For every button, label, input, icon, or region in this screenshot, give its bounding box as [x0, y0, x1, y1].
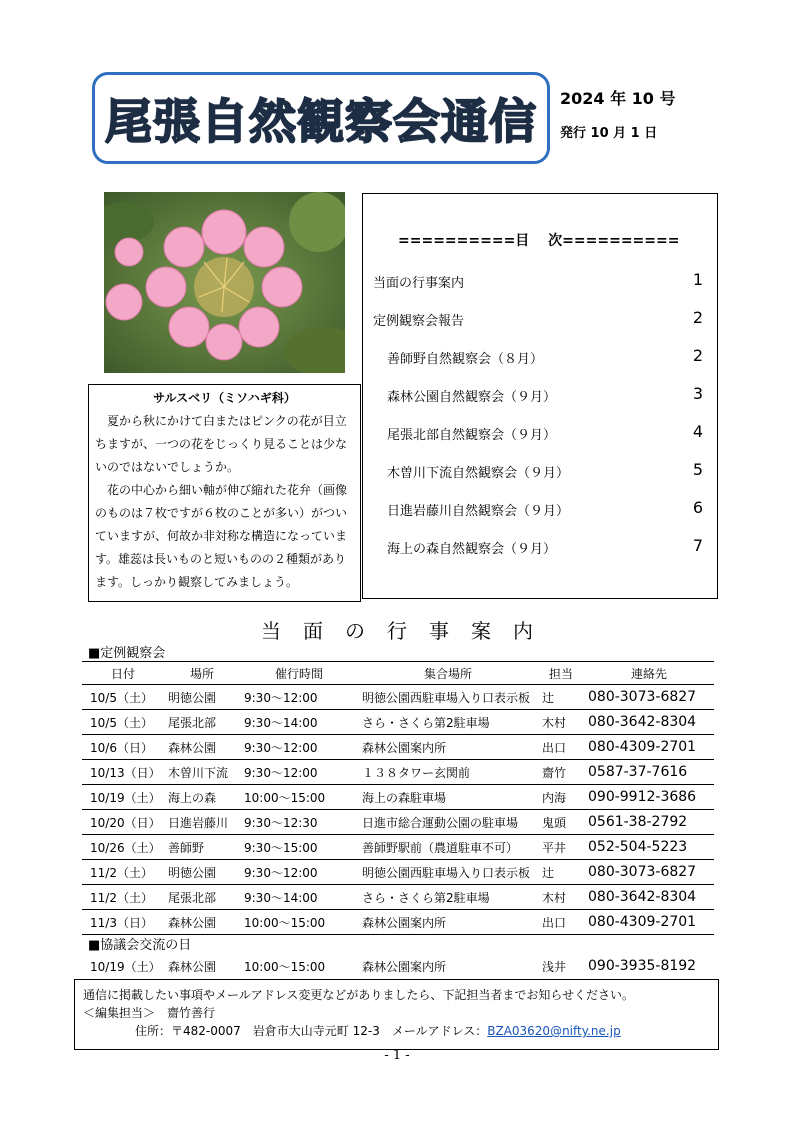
toc-item[interactable] — [387, 424, 703, 446]
time-cell: 9:30～12:00 — [240, 685, 358, 710]
photo-caption — [88, 384, 361, 602]
column-header: 担当 — [538, 662, 584, 685]
address-line — [83, 1022, 710, 1040]
toc-item-page: 7 — [692, 536, 703, 555]
meeting-point-cell: 森林公園案内所 — [358, 735, 538, 760]
toc-item[interactable] — [387, 348, 703, 370]
meeting-point-cell: 森林公園案内所 — [358, 910, 538, 935]
phone-cell: 0587-37-7616 — [584, 760, 714, 785]
date-cell: 11/2（土） — [82, 885, 164, 910]
table-row — [82, 760, 714, 785]
toc-item-label: 定例観察会報告 — [373, 314, 465, 329]
phone-cell: 052-504-5223 — [584, 835, 714, 860]
date-cell: 10/19（土） — [82, 954, 164, 979]
toc-item-page: 4 — [692, 422, 703, 441]
date-cell: 10/20（日） — [82, 810, 164, 835]
location-cell: 尾張北部 — [164, 710, 240, 735]
phone-cell: 080-3642-8304 — [584, 710, 714, 735]
date-cell: 10/6（日） — [82, 735, 164, 760]
leader-cell: 平井 — [538, 835, 584, 860]
crape-myrtle-photo — [104, 192, 345, 373]
column-header: 日付 — [82, 662, 164, 685]
caption-title: サルスベリ（ミソハギ科） — [153, 391, 296, 405]
leader-cell: 辻 — [538, 685, 584, 710]
time-cell: 9:30～12:30 — [240, 810, 358, 835]
toc-item[interactable] — [373, 272, 703, 294]
date-cell: 10/19（土） — [82, 785, 164, 810]
meeting-point-cell: １３８タワー玄関前 — [358, 760, 538, 785]
regular-events-table — [82, 661, 714, 935]
toc-item-page: 3 — [692, 384, 703, 403]
location-cell: 明徳公園 — [164, 860, 240, 885]
time-cell: 9:30～15:00 — [240, 835, 358, 860]
table-row — [82, 954, 714, 979]
toc-item-page: 6 — [692, 498, 703, 517]
date-cell: 11/2（土） — [82, 860, 164, 885]
address-text: 住所：〒482-0007 岩倉市大山寺元町 12-3 メールアドレス： — [135, 1024, 488, 1038]
notice-line: 通信に掲載したい事項やメールアドレス変更などがありましたら、下記担当者までお知らせください。 — [83, 988, 635, 1002]
leader-cell: 辻 — [538, 860, 584, 885]
leader-cell: 木村 — [538, 710, 584, 735]
caption-paragraph: 夏から秋にかけて白またはピンクの花が目立ちますが、一つの花をじっくり見ることは少ないのではないでしょうか。 — [95, 414, 348, 474]
meeting-point-cell: 日進市総合運動公園の駐車場 — [358, 810, 538, 835]
table-row — [82, 710, 714, 735]
location-cell: 善師野 — [164, 835, 240, 860]
leader-cell: 浅井 — [538, 954, 584, 979]
meeting-point-cell: 善師野駅前（農道駐車不可） — [358, 835, 538, 860]
column-header: 場所 — [164, 662, 240, 685]
toc-item-page: 2 — [692, 346, 703, 365]
leader-cell: 出口 — [538, 735, 584, 760]
regular-events-label: ■定例観察会 — [88, 646, 166, 661]
location-cell: 森林公園 — [164, 910, 240, 935]
time-cell: 9:30～12:00 — [240, 735, 358, 760]
phone-cell: 090-3935-8192 — [584, 954, 714, 979]
toc-item-label: 海上の森自然観察会（９月） — [387, 542, 557, 557]
time-cell: 10:00～15:00 — [240, 910, 358, 935]
date-cell: 11/3（日） — [82, 910, 164, 935]
table-row — [82, 885, 714, 910]
location-cell: 明徳公園 — [164, 685, 240, 710]
meeting-point-cell: 明徳公園西駐車場入り口表示板 — [358, 685, 538, 710]
table-row — [82, 685, 714, 710]
location-cell: 尾張北部 — [164, 885, 240, 910]
location-cell: 森林公園 — [164, 735, 240, 760]
meeting-point-cell: さら・さくら第2駐車場 — [358, 710, 538, 735]
toc-item[interactable] — [387, 500, 703, 522]
date-cell: 10/13（日） — [82, 760, 164, 785]
toc-item-label: 当面の行事案内 — [373, 276, 465, 291]
time-cell: 9:30～12:00 — [240, 860, 358, 885]
toc-item[interactable] — [387, 386, 703, 408]
editor-line: ＜編集担当＞ 齋竹善行 — [83, 1006, 216, 1020]
contact-notice — [74, 979, 719, 1050]
issue-number: 2024 年 10 号 — [560, 89, 676, 108]
caption-paragraph: 花の中心から細い軸が伸び縮れた花弁（画像のものは７枚ですが６枚のことが多い）がついていますが、何故か非対称な構造になっています。雄蕊は長いものと短いものの２種類があります。しっかり観察してみましょう。 — [95, 483, 348, 589]
time-cell: 10:00～15:00 — [240, 954, 358, 979]
toc-heading: ==========目 次========== — [398, 233, 680, 249]
toc-item-label: 善師野自然観察会（８月） — [387, 352, 544, 367]
location-cell: 木曽川下流 — [164, 760, 240, 785]
column-header: 催行時間 — [240, 662, 358, 685]
toc-item-page: 1 — [692, 270, 703, 289]
toc-item[interactable] — [387, 538, 703, 560]
meeting-point-cell: 森林公園案内所 — [358, 954, 538, 979]
toc-item-label: 日進岩藤川自然観察会（９月） — [387, 504, 570, 519]
table-row — [82, 835, 714, 860]
toc-item[interactable] — [387, 462, 703, 484]
location-cell: 海上の森 — [164, 785, 240, 810]
toc-item-label: 木曽川下流自然観察会（９月） — [387, 466, 570, 481]
table-of-contents — [362, 193, 718, 599]
phone-cell: 080-3073-6827 — [584, 685, 714, 710]
toc-item-label: 森林公園自然観察会（９月） — [387, 390, 557, 405]
phone-cell: 090-9912-3686 — [584, 785, 714, 810]
table-row — [82, 785, 714, 810]
table-row — [82, 735, 714, 760]
date-cell: 10/5（土） — [82, 710, 164, 735]
table-row — [82, 910, 714, 935]
time-cell: 9:30～14:00 — [240, 710, 358, 735]
page-number: - 1 - — [384, 1048, 410, 1063]
time-cell: 9:30～14:00 — [240, 885, 358, 910]
council-events-table — [82, 954, 714, 980]
leader-cell: 齋竹 — [538, 760, 584, 785]
phone-cell: 080-3073-6827 — [584, 860, 714, 885]
table-header-row — [82, 662, 714, 685]
time-cell: 9:30～12:00 — [240, 760, 358, 785]
issue-date: 発行 10 月 1 日 — [560, 126, 658, 141]
meeting-point-cell: 海上の森駐車場 — [358, 785, 538, 810]
column-header: 連絡先 — [584, 662, 714, 685]
leader-cell: 出口 — [538, 910, 584, 935]
newsletter-title-box — [92, 72, 550, 164]
newsletter-title: 尾張自然観察会通信 — [105, 94, 537, 150]
phone-cell: 0561-38-2792 — [584, 810, 714, 835]
council-events-label: ■協議会交流の日 — [88, 938, 192, 953]
toc-item-page: 2 — [692, 308, 703, 327]
schedule-section-title: 当面の行事案内 — [261, 619, 555, 643]
time-cell: 10:00～15:00 — [240, 785, 358, 810]
table-row — [82, 860, 714, 885]
leader-cell: 木村 — [538, 885, 584, 910]
meeting-point-cell: さら・さくら第2駐車場 — [358, 885, 538, 910]
toc-item-label: 尾張北部自然観察会（９月） — [387, 428, 557, 443]
date-cell: 10/26（土） — [82, 835, 164, 860]
email-link[interactable]: BZA03620@nifty.ne.jp — [487, 1024, 621, 1038]
toc-item[interactable] — [373, 310, 703, 332]
leader-cell: 内海 — [538, 785, 584, 810]
phone-cell: 080-3642-8304 — [584, 885, 714, 910]
phone-cell: 080-4309-2701 — [584, 735, 714, 760]
location-cell: 日進岩藤川 — [164, 810, 240, 835]
date-cell: 10/5（土） — [82, 685, 164, 710]
meeting-point-cell: 明徳公園西駐車場入り口表示板 — [358, 860, 538, 885]
table-row — [82, 810, 714, 835]
phone-cell: 080-4309-2701 — [584, 910, 714, 935]
location-cell: 森林公園 — [164, 954, 240, 979]
column-header: 集合場所 — [358, 662, 538, 685]
toc-item-page: 5 — [692, 460, 703, 479]
leader-cell: 鬼頭 — [538, 810, 584, 835]
